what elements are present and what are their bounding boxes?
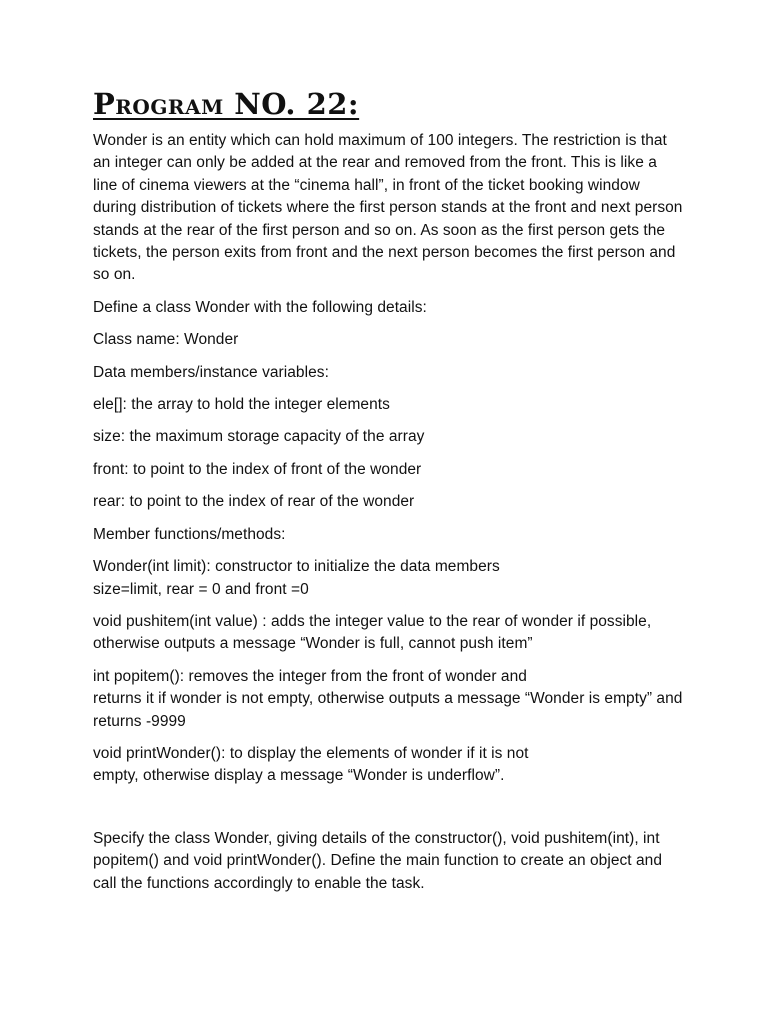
class-name-line: Class name: Wonder <box>93 331 239 349</box>
member-functions-heading: Member functions/methods: <box>93 525 286 543</box>
data-members-heading: Data members/instance variables: <box>93 363 329 381</box>
popitem-block <box>93 666 683 733</box>
intro-paragraph: Wonder is an entity which can hold maximum of 100 integers. The restriction is that an integer can only be added at the rear and removed from the front. This is like a line of cinema viewers at the “cinema hall”, in front of the ticket booking window during distribution of tickets where the first person stands at the front and next person stands at the rear of the first person and so on. As soon as the first person gets the tickets, the person exits from front and the next person becomes the first person and so on. <box>93 132 683 284</box>
closing-paragraph: Specify the class Wonder, giving details of the constructor(), void pushitem(int), int popitem() and void printWonder(). Define the main function to create an object and call the functions accordingly to enable the task. <box>93 829 663 892</box>
size-line: size: the maximum storage capacity of the array <box>93 428 425 446</box>
document-content <box>93 86 683 905</box>
rear-line: rear: to point to the index of rear of the wonder <box>93 493 415 511</box>
constructor-line-1: Wonder(int limit): constructor to initialize the data members <box>93 558 500 576</box>
program-title: Program NO. 22: <box>93 87 360 121</box>
paragraph-spacer <box>93 798 683 828</box>
popitem-line-1: int popitem(): removes the integer from the front of wonder and <box>93 667 527 685</box>
constructor-block <box>93 556 683 601</box>
printwonder-line-1: void printWonder(): to display the elements of wonder if it is not <box>93 744 529 762</box>
constructor-line-2: size=limit, rear = 0 and front =0 <box>93 580 309 598</box>
front-line: front: to point to the index of front of the wonder <box>93 460 422 478</box>
printwonder-line-2: empty, otherwise display a message “Wonder is underflow”. <box>93 767 505 785</box>
define-class-line: Define a class Wonder with the following details: <box>93 298 427 316</box>
popitem-line-2: returns it if wonder is not empty, otherwise outputs a message “Wonder is empty” and returns -9999 <box>93 690 683 730</box>
printwonder-block <box>93 743 683 788</box>
ele-array-line: ele[]: the array to hold the integer elements <box>93 396 390 414</box>
pushitem-paragraph: void pushitem(int value) : adds the integer value to the rear of wonder if possible, otherwise outputs a message “Wonder is full, cannot push item” <box>93 612 652 653</box>
